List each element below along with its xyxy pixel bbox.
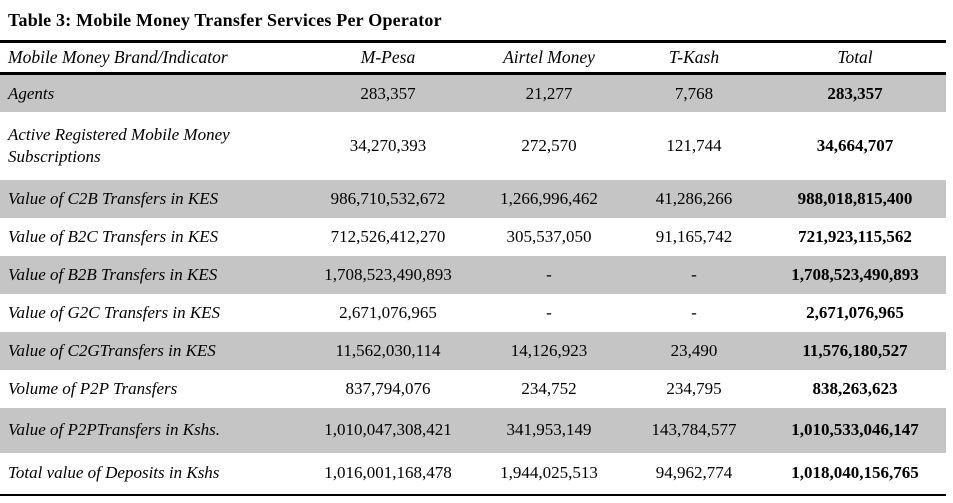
airtel-money-cell: 14,126,923 — [510, 340, 588, 360]
airtel-money-cell: - — [546, 264, 552, 284]
mpesa-cell: 712,526,412,270 — [330, 226, 446, 246]
airtel-money-cell: 272,570 — [521, 135, 577, 155]
total-cell: 988,018,815,400 — [797, 188, 913, 208]
mobile-money-table — [0, 40, 946, 496]
indicator-cell: Value of P2PTransfers in Kshs. — [8, 420, 221, 440]
indicator-cell: Value of B2B Transfers in KES — [8, 264, 218, 284]
indicator-cell: Total value of Deposits in Kshs — [8, 463, 220, 483]
airtel-money-cell: 1,944,025,513 — [500, 463, 598, 483]
table-row — [0, 408, 946, 453]
tkash-cell: 143,784,577 — [651, 420, 737, 440]
header-indicator: Mobile Money Brand/Indicator — [0, 42, 302, 74]
total-cell: 1,010,533,046,147 — [791, 420, 919, 440]
airtel-money-cell: - — [546, 302, 552, 322]
indicator-cell: Value of C2GTransfers in KES — [8, 340, 216, 360]
airtel-money-cell: 21,277 — [525, 83, 573, 103]
mpesa-cell: 283,357 — [360, 83, 416, 103]
indicator-cell: Active Registered Mobile Money Subscriptions — [8, 125, 230, 166]
mpesa-cell: 837,794,076 — [345, 378, 431, 398]
total-cell: 721,923,115,562 — [798, 226, 912, 246]
tkash-cell: 91,165,742 — [655, 226, 733, 246]
total-cell: 34,664,707 — [816, 135, 894, 155]
indicator-cell: Volume of P2P Transfers — [8, 378, 178, 398]
tkash-cell: 234,795 — [666, 378, 722, 398]
indicator-cell: Value of B2C Transfers in KES — [8, 226, 219, 246]
tkash-cell: 41,286,266 — [655, 188, 733, 208]
indicator-cell: Value of C2B Transfers in KES — [8, 188, 219, 208]
tkash-cell: 94,962,774 — [655, 463, 733, 483]
airtel-money-cell: 234,752 — [521, 378, 577, 398]
table-row — [0, 74, 946, 112]
table-row — [0, 370, 946, 408]
table-header — [0, 42, 946, 74]
tkash-cell: 7,768 — [674, 83, 714, 103]
table-row — [0, 294, 946, 332]
airtel-money-cell: 341,953,149 — [506, 420, 592, 440]
mpesa-cell: 1,016,001,168,478 — [324, 463, 452, 483]
airtel-money-cell: 305,537,050 — [506, 226, 592, 246]
table-row — [0, 180, 946, 218]
mpesa-cell: 34,270,393 — [349, 135, 427, 155]
header-mpesa: M-Pesa — [302, 42, 474, 74]
table-row — [0, 453, 946, 495]
total-cell: 2,671,076,965 — [806, 302, 904, 322]
tkash-cell: 121,744 — [666, 135, 722, 155]
header-row — [0, 42, 946, 74]
table-row — [0, 112, 946, 180]
mpesa-cell: 11,562,030,114 — [335, 340, 441, 360]
table-row — [0, 332, 946, 370]
mpesa-cell: 1,010,047,308,421 — [324, 420, 452, 440]
indicator-cell: Value of G2C Transfers in KES — [8, 302, 221, 322]
tkash-cell: 23,490 — [670, 340, 718, 360]
total-cell: 1,708,523,490,893 — [791, 264, 919, 284]
table-row — [0, 218, 946, 256]
mpesa-cell: 986,710,532,672 — [330, 188, 446, 208]
total-cell: 11,576,180,527 — [802, 340, 908, 360]
table-body — [0, 74, 946, 495]
mpesa-cell: 2,671,076,965 — [339, 302, 437, 322]
indicator-cell: Agents — [8, 83, 55, 103]
table-caption: Table 3: Mobile Money Transfer Services Per Operator — [8, 10, 442, 30]
total-cell: 283,357 — [827, 83, 883, 103]
header-total: Total — [764, 42, 946, 74]
total-cell: 1,018,040,156,765 — [791, 463, 919, 483]
header-airtel-money: Airtel Money — [474, 42, 624, 74]
table-row — [0, 256, 946, 294]
airtel-money-cell: 1,266,996,462 — [500, 188, 598, 208]
tkash-cell: - — [691, 302, 697, 322]
total-cell: 838,263,623 — [812, 378, 898, 398]
header-tkash: T-Kash — [624, 42, 764, 74]
tkash-cell: - — [691, 264, 697, 284]
mpesa-cell: 1,708,523,490,893 — [324, 264, 452, 284]
